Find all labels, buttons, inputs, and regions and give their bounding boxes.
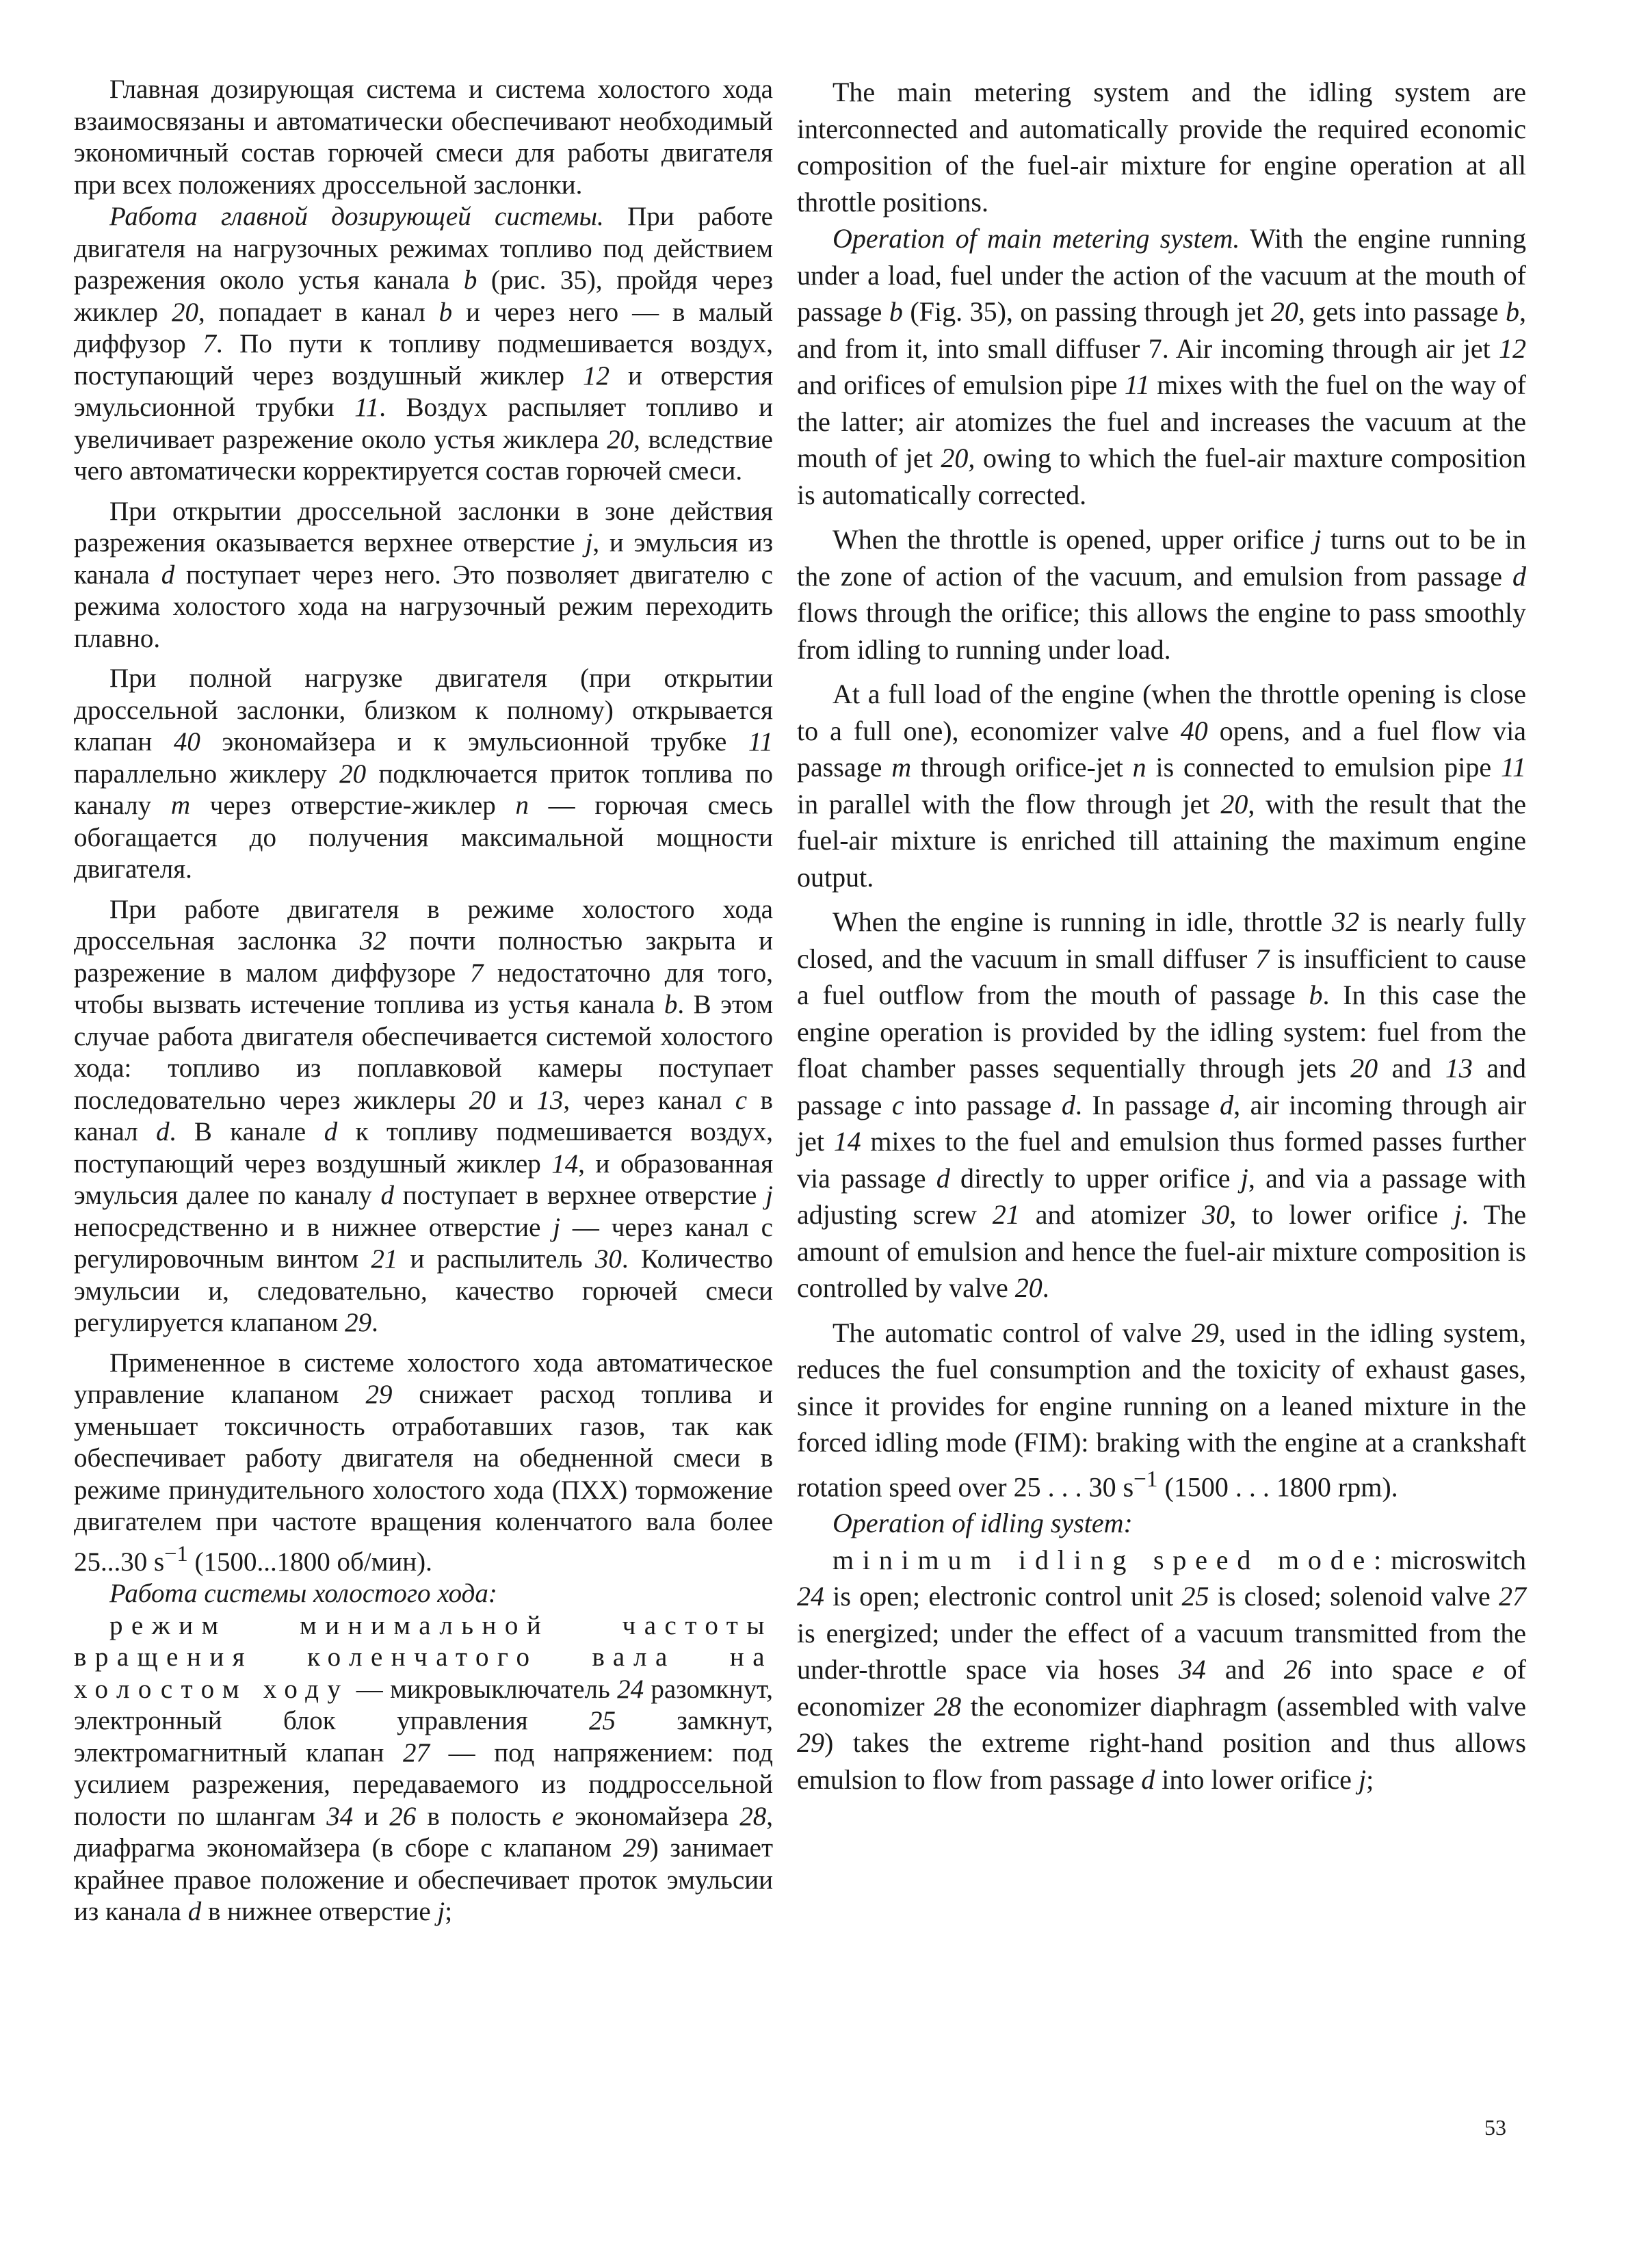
text-run: замкнут, электромагнитный клапан xyxy=(74,1706,773,1768)
text-run: почти полностью закрыта и разрежение в малом диффузоре xyxy=(74,926,773,988)
text-run: поступает через него. Это позволяет двигателю с режима холостого хода на нагрузочный режим переходить плавно. xyxy=(74,560,773,653)
text-run: в нижнее отверстие xyxy=(201,1897,438,1926)
text-run: The main metering system and the idling system are interconnected and automatically provide the required economic composition of the fuel-air mixture for engine operation at all throttle positions. xyxy=(797,77,1526,218)
paragraph xyxy=(74,1578,773,1610)
text-run: 30 xyxy=(594,1244,622,1274)
text-run: . In this case the engine operation is provided by the idling system: fuel from the float chamber passes sequentially through jets xyxy=(797,980,1526,1084)
text-run: и через него — в малый диффузор xyxy=(74,297,773,358)
paragraph xyxy=(74,894,773,1339)
text-run: When the engine is running in idle, throttle xyxy=(832,906,1333,937)
text-run: is open; electronic control unit xyxy=(824,1581,1182,1612)
text-run: Operation of idling system: xyxy=(832,1508,1133,1539)
text-run: and xyxy=(1378,1053,1445,1084)
text-run: . xyxy=(1042,1272,1049,1303)
text-run: , air incoming through air jet xyxy=(797,1089,1527,1157)
text-run: b xyxy=(438,297,453,327)
english-text-column xyxy=(797,74,1526,1798)
text-run: Работа системы холостого хода: xyxy=(109,1579,497,1608)
text-run: Примененное в системе холостого хода автоматическое управление клапаном xyxy=(74,1348,773,1409)
text-run: flows through the orifice; this allows the engine to pass smoothly from idling to running under load. xyxy=(797,597,1526,665)
paragraph xyxy=(74,1348,773,1579)
text-run: 25 xyxy=(1181,1581,1209,1612)
text-run: and atomizer xyxy=(1019,1199,1203,1230)
text-run: , and from it, into small diffuser 7. Air incoming through air jet xyxy=(797,296,1526,364)
text-run: и распылитель xyxy=(397,1244,595,1274)
text-run: in parallel with the flow through jet xyxy=(797,788,1221,819)
text-run: 28 xyxy=(934,1690,962,1722)
text-run: 29 xyxy=(797,1727,824,1759)
text-run: и xyxy=(353,1801,390,1831)
text-run: b xyxy=(889,296,903,327)
text-run: b xyxy=(463,265,477,295)
text-run: 20 xyxy=(469,1085,496,1115)
text-run: m xyxy=(891,752,912,783)
text-run: 26 xyxy=(389,1801,417,1831)
paragraph xyxy=(74,496,773,655)
text-run: экономайзера и к эмульсионной трубке xyxy=(200,727,748,757)
text-run: . In passage xyxy=(1075,1089,1220,1120)
text-run: параллельно жиклеру xyxy=(74,759,340,789)
text-run: d xyxy=(1141,1763,1155,1795)
text-run: . В канале xyxy=(169,1117,324,1146)
text-run: 11 xyxy=(354,393,380,422)
text-run: , with the result that the fuel-air mixture is enriched till attaining the maximum engine output. xyxy=(797,788,1527,893)
text-run: j xyxy=(1454,1199,1462,1230)
text-run: 20 xyxy=(607,424,634,454)
text-run: −1 xyxy=(1133,1466,1158,1492)
text-run: непосредственно и в нижнее отверстие xyxy=(74,1212,553,1242)
text-run: d xyxy=(161,560,175,590)
text-run: 20, xyxy=(941,443,975,473)
text-run: and orifices of emulsion pipe xyxy=(797,369,1125,400)
text-run: j xyxy=(1313,524,1322,555)
text-run: . The amount of emulsion and hence the fuel-air mixture composition is controlled by valve xyxy=(797,1199,1526,1303)
text-run: When the throttle is opened, upper orifice xyxy=(832,524,1314,555)
text-run: b xyxy=(1309,980,1323,1010)
text-run: . По пути к топливу подмешивается воздух, поступающий через воздушный жиклер xyxy=(74,329,773,391)
text-run: d xyxy=(936,1162,950,1194)
text-run: При работе двигателя в режиме холостого хода дроссельная заслонка xyxy=(74,894,773,956)
text-run: 29 xyxy=(345,1308,372,1337)
text-run: and xyxy=(1205,1654,1284,1685)
text-run: The automatic control of valve xyxy=(832,1317,1192,1348)
text-run: 40 xyxy=(1180,715,1208,746)
page-number: 53 xyxy=(1484,2115,1506,2140)
text-run: 32 xyxy=(1332,906,1360,937)
text-run: к топливу подмешивается воздух, поступающий через воздушный жиклер xyxy=(74,1117,773,1179)
text-run: 32 xyxy=(359,926,386,956)
text-run: n xyxy=(515,791,529,820)
text-run: directly to upper orifice xyxy=(949,1162,1241,1194)
text-run: 20 xyxy=(171,297,198,327)
text-run: — через канал с регулировочным винтом xyxy=(74,1212,773,1274)
paragraph xyxy=(74,74,773,201)
text-run: 14 xyxy=(833,1126,861,1157)
text-run: d xyxy=(1061,1089,1075,1120)
text-run: 29 xyxy=(1191,1317,1219,1348)
text-run: m xyxy=(170,791,191,820)
text-run: 29 xyxy=(622,1833,650,1863)
text-run: −1 xyxy=(164,1541,188,1566)
text-run: mixes to the fuel and emulsion thus formed passes further via passage xyxy=(797,1126,1526,1194)
text-run: Главная дозирующая система и система холостого хода взаимосвязаны и автоматически обеспечивают необходимый экономичный состав горючей смеси для работы двигателя при всех положениях дроссельной заслонки. xyxy=(74,75,773,200)
text-run: 21 xyxy=(992,1199,1020,1230)
text-run: ) takes the extreme right-hand position and thus allows emulsion to flow from passage xyxy=(797,1727,1526,1795)
paragraph xyxy=(797,1542,1526,1798)
paragraph xyxy=(797,74,1526,220)
text-run: owing to which the fuel-air maxture composition is automatically corrected. xyxy=(797,443,1526,510)
text-run: , диафрагма экономайзера (в сборе с клапаном xyxy=(74,1801,773,1863)
text-run: turns out to be in the zone of action of the vacuum, and emulsion from passage xyxy=(797,524,1526,592)
text-run: mixes with the fuel on the way of the latter; air atomizes the fuel and increases the vacuum at the mouth of jet xyxy=(797,369,1527,473)
text-run: через отверстие-жиклер xyxy=(190,791,516,820)
text-run: При полной нагрузке двигателя (при открытии дроссельной заслонки, близком к полному) открывается клапан xyxy=(74,664,773,757)
text-run: 21 xyxy=(371,1244,398,1274)
paragraph xyxy=(74,663,773,886)
text-run: недостаточно для того, чтобы вызвать истечение топлива из устья канала xyxy=(74,958,773,1019)
paragraph xyxy=(797,1315,1526,1506)
text-run: , used in the idling system, reduces the fuel consumption and the toxicity of exhaust gases, since it provides for engine running on a leaned mixture in the forced idling mode (FIM): braking with the engine at a crankshaft rotation speed over 25 . . . 30 s xyxy=(797,1317,1526,1502)
text-run: Operation of main metering system. xyxy=(832,223,1240,254)
text-run: ; xyxy=(1366,1763,1374,1795)
text-run: 20 xyxy=(1220,788,1248,819)
text-run: and passage xyxy=(797,1053,1526,1120)
text-run: разомкнут, электронный блок управления xyxy=(74,1674,773,1735)
text-run: , gets into passage xyxy=(1298,296,1506,327)
text-run: ) занимает крайнее правое положение и обеспечивает проток эмульсии из канала xyxy=(74,1833,773,1926)
text-run: With the engine running under a load, fuel under the action of the vacuum at the mouth of passage xyxy=(797,223,1527,327)
paragraph xyxy=(797,1505,1526,1542)
text-run: 11 xyxy=(1124,369,1150,400)
text-run: 24 xyxy=(617,1674,644,1704)
paragraph xyxy=(797,220,1526,513)
text-run: 40 xyxy=(173,727,200,757)
text-run: 14 xyxy=(551,1148,579,1179)
text-run: d xyxy=(156,1117,170,1146)
text-run: j xyxy=(437,1897,445,1926)
text-run: (рис. 35), пройдя через жиклер xyxy=(74,265,774,327)
text-run: of economizer xyxy=(797,1654,1526,1722)
text-run: j xyxy=(553,1212,561,1242)
text-run: d xyxy=(380,1181,394,1210)
text-run: в полость xyxy=(416,1801,552,1831)
text-run: и xyxy=(495,1085,537,1115)
text-run: , и образованная эмульсия далее по каналу xyxy=(74,1148,774,1210)
text-run: into passage xyxy=(904,1089,1062,1120)
text-run: (1500...1800 об/мин). xyxy=(187,1547,432,1577)
text-run: 26 xyxy=(1283,1654,1311,1685)
text-run: into space xyxy=(1311,1654,1472,1685)
text-run: — под напряжением: под усилием разрежения, передаваемого из поддроссельной полости по шлангам xyxy=(74,1737,773,1831)
text-run: экономайзера xyxy=(564,1801,740,1831)
text-run: b xyxy=(1505,296,1519,327)
text-run: 11 xyxy=(1500,752,1527,783)
text-run: подключается приток топлива по каналу xyxy=(74,759,773,820)
text-run: c xyxy=(735,1085,748,1115)
text-run: is connected to emulsion pipe xyxy=(1146,752,1501,783)
text-run: minimum idling speed mode xyxy=(832,1544,1374,1575)
text-run: . В этом случае работа двигателя обеспечивается системой холостого хода: топливо из поплавковой камеры поступает последовательно через жиклеры xyxy=(74,990,773,1115)
text-run: 7 xyxy=(1255,943,1270,974)
text-run: is insufficient to cause a fuel outflow from the mouth of passage xyxy=(797,943,1527,1010)
text-run: (1500 . . . 1800 rpm). xyxy=(1157,1471,1398,1502)
text-run: e xyxy=(1471,1654,1484,1685)
paragraph xyxy=(74,201,773,488)
text-run: d xyxy=(324,1117,338,1146)
text-run: through orifice-jet xyxy=(911,752,1133,783)
text-run: , to lower orifice xyxy=(1229,1199,1454,1230)
text-run: , попадает в канал xyxy=(198,297,439,327)
paragraph xyxy=(797,521,1526,668)
text-run: При работе двигателя на нагрузочных режимах топливо под действием разрежения около устья канала xyxy=(74,202,773,295)
text-run: j xyxy=(765,1181,773,1210)
text-run: 20 xyxy=(339,759,367,789)
text-run: , и эмульсия из канала xyxy=(74,528,773,590)
text-run: d xyxy=(187,1897,202,1926)
text-run: ; xyxy=(445,1897,453,1926)
text-run: 7 xyxy=(202,329,216,358)
text-run: 27 xyxy=(1499,1581,1526,1612)
text-run: j xyxy=(1240,1162,1248,1194)
russian-text-column xyxy=(74,74,773,1928)
text-run: c xyxy=(891,1089,904,1120)
text-run: режим минимальной частоты вращения коленчатого вала на холостом ходу xyxy=(74,1610,773,1704)
text-run: , вследствие чего автоматически корректируется состав горючей смеси. xyxy=(74,424,773,486)
text-run: . Количество эмульсии и, следовательно, качество горючей смеси регулируется клапаном xyxy=(74,1244,773,1337)
text-run: 7 xyxy=(469,958,484,988)
text-run: 13 xyxy=(1445,1053,1473,1084)
text-run: 27 xyxy=(403,1737,430,1768)
text-run: is energized; under the effect of a vacuum transmitted from the under-throttle space via hoses xyxy=(797,1617,1526,1685)
text-run: 11 xyxy=(748,727,773,757)
text-run: into lower orifice xyxy=(1155,1763,1359,1795)
text-run: Работа главной дозирующей системы. xyxy=(109,202,604,231)
text-run: 13 xyxy=(536,1085,564,1115)
text-run: j xyxy=(585,528,593,557)
text-run: 20 xyxy=(1350,1053,1378,1084)
text-run: 29 xyxy=(365,1380,393,1409)
text-run: n xyxy=(1132,752,1146,783)
paragraph xyxy=(797,676,1526,895)
text-run: . xyxy=(371,1308,378,1337)
text-run: 25 xyxy=(589,1706,616,1735)
text-run: — микровыключатель xyxy=(349,1674,618,1704)
text-run: При открытии дроссельной заслонки в зоне действия разрежения оказывается верхнее отверстие xyxy=(74,496,773,557)
text-run: At a full load of the engine (when the throttle opening is close to a full one), economizer valve xyxy=(797,679,1526,746)
text-run: is nearly fully closed, and the vacuum in small diffuser xyxy=(797,906,1526,974)
text-run: b xyxy=(664,990,678,1019)
text-run: поступает в верхнее отверстие xyxy=(394,1181,766,1210)
text-run: . Воздух распыляет топливо и увеличивает разрежение около устья жиклера xyxy=(74,393,773,454)
text-run: d xyxy=(1220,1089,1234,1120)
text-run: 30 xyxy=(1202,1199,1230,1230)
text-run: is closed; solenoid valve xyxy=(1209,1581,1499,1612)
text-run: 12 xyxy=(583,360,609,391)
text-run: opens, and a fuel flow via passage xyxy=(797,715,1527,783)
paragraph xyxy=(74,1610,773,1928)
text-run: в канал xyxy=(74,1085,773,1146)
text-run: 24 xyxy=(797,1581,824,1612)
text-run: 34 xyxy=(326,1801,354,1831)
text-run: d xyxy=(1512,560,1526,592)
text-run: снижает расход топлива и уменьшает токсичность отработавших газов, так как обеспечивает работу двигателя на обедненной смеси в режиме принудительного холостого хода (ПХХ) торможение двигателем при частоте вращения коленчатого вала более 25...30 s xyxy=(74,1380,773,1577)
text-run: : microswitch xyxy=(1374,1544,1526,1575)
text-run: и отверстия эмульсионной трубки xyxy=(74,360,774,422)
text-run: 34 xyxy=(1178,1654,1206,1685)
text-run: j xyxy=(1358,1763,1367,1795)
text-run: 28 xyxy=(739,1801,767,1831)
text-run: 20 xyxy=(1270,296,1298,327)
paragraph xyxy=(797,904,1526,1307)
text-run: e xyxy=(551,1801,564,1831)
text-run: , and via a passage with adjusting screw xyxy=(797,1162,1527,1230)
text-run: (Fig. 35), on passing through jet xyxy=(902,296,1271,327)
text-run: 12 xyxy=(1499,332,1526,364)
text-run: , через канал xyxy=(563,1085,735,1115)
text-run: — горючая смесь обогащается до получения максимальной мощности двигателя. xyxy=(74,791,774,884)
text-run: 20 xyxy=(1014,1272,1043,1303)
text-run: the economizer diaphragm (assembled with valve xyxy=(961,1690,1526,1722)
